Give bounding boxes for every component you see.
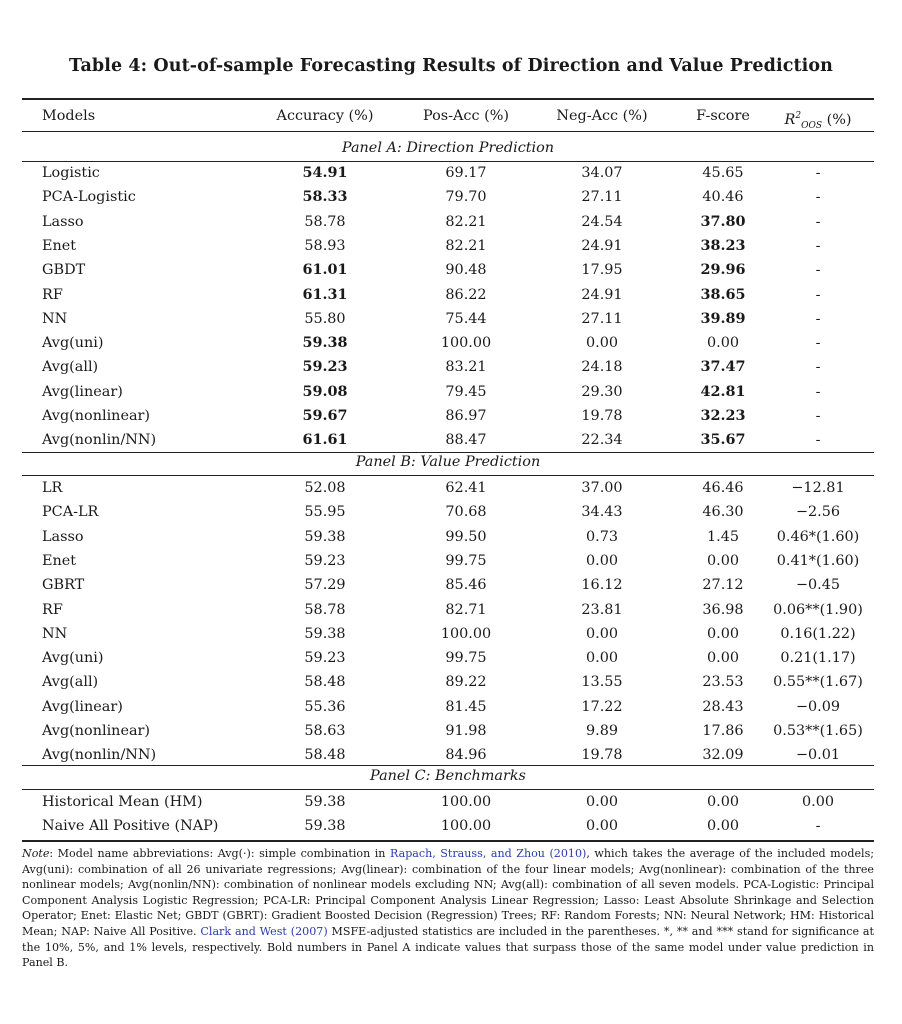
cell-f-score: 38.23 bbox=[700, 237, 746, 254]
cell-pos-acc: 75.44 bbox=[445, 311, 487, 327]
cell-accuracy: 55.95 bbox=[304, 504, 346, 520]
cell-neg-acc: 0.00 bbox=[585, 553, 619, 569]
cell-neg-acc: 37.00 bbox=[581, 480, 623, 496]
citation-link[interactable]: Rapach, Strauss, and Zhou (2010) bbox=[389, 847, 587, 860]
cell-pos-acc: 100.00 bbox=[440, 626, 492, 642]
cell-f-score: 0.00 bbox=[706, 335, 740, 351]
cell-pos-acc: 81.45 bbox=[445, 699, 487, 715]
model-name: Naive All Positive (NAP) bbox=[42, 818, 219, 834]
cell-neg-acc: 24.91 bbox=[581, 287, 623, 303]
table-row bbox=[22, 598, 874, 622]
panel-title: Panel C: Benchmarks bbox=[370, 768, 526, 784]
cell-neg-acc: 34.43 bbox=[581, 504, 623, 520]
cell-f-score: 38.65 bbox=[700, 286, 746, 303]
table-row bbox=[22, 646, 874, 670]
cell-accuracy: 58.78 bbox=[304, 214, 346, 230]
table-row bbox=[22, 500, 874, 524]
cell-accuracy: 57.29 bbox=[304, 577, 346, 593]
cell-f-score: 42.81 bbox=[700, 383, 746, 400]
cell-pos-acc: 99.75 bbox=[445, 650, 487, 666]
cell-: 0.41*(1.60) bbox=[776, 553, 860, 569]
cell-: - bbox=[815, 214, 821, 230]
cell-accuracy: 59.08 bbox=[302, 383, 348, 400]
cell-pos-acc: 62.41 bbox=[445, 480, 487, 496]
cell-neg-acc: 27.11 bbox=[581, 189, 623, 205]
cell-pos-acc: 85.46 bbox=[445, 577, 487, 593]
cell-accuracy: 58.93 bbox=[304, 238, 346, 254]
cell-f-score: 40.46 bbox=[702, 189, 744, 205]
cell-f-score: 28.43 bbox=[702, 699, 744, 715]
table-row bbox=[22, 549, 874, 573]
cell-: −0.01 bbox=[795, 747, 841, 763]
panel-title: Panel B: Value Prediction bbox=[355, 454, 541, 470]
cell-pos-acc: 100.00 bbox=[440, 335, 492, 351]
cell-neg-acc: 22.34 bbox=[581, 432, 623, 448]
cell-: −0.09 bbox=[795, 699, 841, 715]
table-row bbox=[22, 331, 874, 355]
model-name: Avg(linear) bbox=[42, 384, 123, 400]
cell-accuracy: 59.67 bbox=[302, 407, 348, 424]
table-row bbox=[22, 404, 874, 428]
cell-f-score: 23.53 bbox=[702, 674, 744, 690]
table-row bbox=[22, 622, 874, 646]
table-row bbox=[22, 695, 874, 719]
cell-neg-acc: 19.78 bbox=[581, 408, 623, 424]
cell-f-score: 0.00 bbox=[706, 818, 740, 834]
model-name: Lasso bbox=[42, 529, 84, 545]
cell-neg-acc: 0.73 bbox=[585, 529, 619, 545]
model-name: Avg(uni) bbox=[42, 335, 104, 351]
r2-sup: 2 bbox=[795, 111, 802, 121]
table-header-row bbox=[22, 104, 874, 131]
model-name: PCA-Logistic bbox=[42, 189, 136, 205]
cell-pos-acc: 79.70 bbox=[445, 189, 487, 205]
cell-pos-acc: 100.00 bbox=[440, 818, 492, 834]
cell-f-score: 0.00 bbox=[706, 626, 740, 642]
cell-f-score: 35.67 bbox=[700, 431, 746, 448]
table-row bbox=[22, 670, 874, 694]
table-row bbox=[22, 719, 874, 743]
table-row bbox=[22, 234, 874, 258]
cell-pos-acc: 70.68 bbox=[445, 504, 487, 520]
cell-accuracy: 59.23 bbox=[304, 650, 346, 666]
note-text-2: , which takes the average of the included models; Avg(uni): combination of all 26 univariate regressions; Avg(linear): combination of the four linear models; Avg(nonlinear): combination of the three nonlinear models; Avg(nonlin/NN): combination of nonlinear models excluding NN; Avg(all): combination of all seven models. PCA-Logistic: Principal Component Analysis Logistic Regression; PCA-LR: Principal Component Analysis Linear Regression; Lasso: Least Absolute Shrinkage and Selection Operator; Enet: Elastic Net; GBDT (GBRT): Gradient Boosted Decision (Regression) Trees; RF: Random Forests; NN: Neural Network; HM: Historical Mean; NAP: Naive All Positive. bbox=[22, 847, 875, 938]
cell-: - bbox=[815, 818, 821, 834]
cell-f-score: 46.30 bbox=[702, 504, 744, 520]
cell-neg-acc: 27.11 bbox=[581, 311, 623, 327]
model-name: Logistic bbox=[42, 165, 100, 181]
panel-title: Panel A: Direction Prediction bbox=[341, 140, 555, 156]
cell-pos-acc: 100.00 bbox=[440, 794, 492, 810]
cell-accuracy: 59.38 bbox=[304, 626, 346, 642]
model-name: Avg(linear) bbox=[42, 699, 123, 715]
model-name: Avg(uni) bbox=[42, 650, 104, 666]
cell-f-score: 32.23 bbox=[700, 407, 746, 424]
table-row bbox=[22, 476, 874, 500]
table-row bbox=[22, 258, 874, 282]
cell-: 0.55**(1.67) bbox=[773, 674, 863, 690]
cell-accuracy: 61.01 bbox=[302, 261, 348, 278]
table-row bbox=[22, 525, 874, 549]
cell-accuracy: 59.38 bbox=[302, 334, 348, 351]
cell-pos-acc: 84.96 bbox=[445, 747, 487, 763]
model-name: GBRT bbox=[42, 577, 85, 593]
cell-neg-acc: 34.07 bbox=[581, 165, 623, 181]
cell-accuracy: 52.08 bbox=[304, 480, 346, 496]
model-name: Enet bbox=[42, 553, 77, 569]
cell-neg-acc: 16.12 bbox=[581, 577, 623, 593]
cell-neg-acc: 17.95 bbox=[581, 262, 623, 278]
cell-pos-acc: 91.98 bbox=[445, 723, 487, 739]
cell-neg-acc: 24.54 bbox=[581, 214, 623, 230]
table-note bbox=[22, 846, 874, 971]
cell-: - bbox=[815, 238, 821, 254]
cell-neg-acc: 29.30 bbox=[581, 384, 623, 400]
model-name: RF bbox=[42, 602, 63, 618]
cell-: - bbox=[815, 287, 821, 303]
cell-f-score: 39.89 bbox=[700, 310, 746, 327]
cell-: −0.45 bbox=[795, 577, 841, 593]
header-f-score: F-score bbox=[696, 108, 750, 124]
header-neg-acc: Neg-Acc (%) bbox=[556, 108, 648, 124]
cell-pos-acc: 82.71 bbox=[445, 602, 487, 618]
cell-: 0.06**(1.90) bbox=[773, 602, 863, 618]
model-name: Avg(all) bbox=[42, 359, 99, 375]
cell-: - bbox=[815, 432, 821, 448]
model-name: Lasso bbox=[42, 214, 84, 230]
model-name: PCA-LR bbox=[42, 504, 99, 520]
cell-f-score: 37.80 bbox=[700, 213, 746, 230]
table-row bbox=[22, 790, 874, 814]
table-row bbox=[22, 355, 874, 379]
cell-accuracy: 59.23 bbox=[304, 553, 346, 569]
cell-pos-acc: 79.45 bbox=[445, 384, 487, 400]
cell-pos-acc: 82.21 bbox=[445, 214, 487, 230]
cell-accuracy: 55.36 bbox=[304, 699, 346, 715]
cell-: - bbox=[815, 189, 821, 205]
model-name: GBDT bbox=[42, 262, 86, 278]
model-name: Avg(nonlin/NN) bbox=[42, 747, 157, 763]
model-name: NN bbox=[42, 311, 68, 327]
cell-: −12.81 bbox=[791, 480, 845, 496]
table-row bbox=[22, 185, 874, 209]
cell-accuracy: 58.48 bbox=[304, 674, 346, 690]
cell-f-score: 36.98 bbox=[702, 602, 744, 618]
model-name: Historical Mean (HM) bbox=[42, 794, 203, 810]
cell-accuracy: 58.33 bbox=[302, 188, 348, 205]
cell-accuracy: 59.38 bbox=[304, 529, 346, 545]
cell-f-score: 45.65 bbox=[702, 165, 744, 181]
cell-accuracy: 59.23 bbox=[302, 358, 348, 375]
cell-pos-acc: 89.22 bbox=[445, 674, 487, 690]
citation-link[interactable]: Clark and West (2007) bbox=[200, 924, 328, 938]
cell-pos-acc: 99.50 bbox=[445, 529, 487, 545]
cell-pos-acc: 83.21 bbox=[445, 359, 487, 375]
bottom-rule bbox=[22, 840, 874, 842]
cell-f-score: 0.00 bbox=[706, 794, 740, 810]
cell-f-score: 17.86 bbox=[702, 723, 744, 739]
cell-: - bbox=[815, 262, 821, 278]
header-r2-oos bbox=[762, 104, 874, 131]
cell-: 0.16(1.22) bbox=[780, 626, 856, 642]
r2-unit: (%) bbox=[826, 111, 852, 128]
cell-accuracy: 58.78 bbox=[304, 602, 346, 618]
cell-neg-acc: 23.81 bbox=[581, 602, 623, 618]
cell-pos-acc: 69.17 bbox=[445, 165, 487, 181]
cell-neg-acc: 0.00 bbox=[585, 626, 619, 642]
cell-f-score: 32.09 bbox=[702, 747, 744, 763]
note-text-3: MSFE-adjusted statistics are included in the parentheses. *, ** and *** stand for significance at the 10%, 5%, and 1% levels, respectively. Bold numbers in Panel A indicate values that surpass those of the same model under value prediction in Panel B. bbox=[22, 924, 875, 970]
cell-f-score: 37.47 bbox=[700, 358, 746, 375]
table-row bbox=[22, 210, 874, 234]
cell-neg-acc: 13.55 bbox=[581, 674, 623, 690]
r2-base: R bbox=[784, 111, 796, 128]
cell-: 0.00 bbox=[801, 794, 835, 810]
cell-: 0.53**(1.65) bbox=[773, 723, 863, 739]
cell-accuracy: 61.31 bbox=[302, 286, 348, 303]
table-row bbox=[22, 283, 874, 307]
cell-pos-acc: 82.21 bbox=[445, 238, 487, 254]
table-row bbox=[22, 814, 874, 838]
cell-: - bbox=[815, 311, 821, 327]
cell-: −2.56 bbox=[795, 504, 841, 520]
cell-: - bbox=[815, 408, 821, 424]
model-name: LR bbox=[42, 480, 63, 496]
cell-accuracy: 58.63 bbox=[304, 723, 346, 739]
header-rule bbox=[22, 131, 874, 132]
cell-: - bbox=[815, 165, 821, 181]
cell-f-score: 0.00 bbox=[706, 650, 740, 666]
cell-neg-acc: 9.89 bbox=[585, 723, 619, 739]
cell-: - bbox=[815, 335, 821, 351]
table-row bbox=[22, 573, 874, 597]
cell-neg-acc: 0.00 bbox=[585, 650, 619, 666]
cell-f-score: 46.46 bbox=[702, 480, 744, 496]
header-pos-acc: Pos-Acc (%) bbox=[423, 108, 509, 124]
cell-neg-acc: 0.00 bbox=[585, 818, 619, 834]
note-text-1: : Model name abbreviations: Avg(·): simple combination in bbox=[49, 847, 390, 860]
cell-: 0.46*(1.60) bbox=[776, 529, 860, 545]
cell-neg-acc: 19.78 bbox=[581, 747, 623, 763]
cell-pos-acc: 86.22 bbox=[445, 287, 487, 303]
cell-f-score: 1.45 bbox=[706, 529, 740, 545]
cell-accuracy: 54.91 bbox=[302, 164, 348, 181]
note-label: Note bbox=[22, 847, 50, 860]
cell-neg-acc: 0.00 bbox=[585, 335, 619, 351]
table-row bbox=[22, 161, 874, 185]
cell-neg-acc: 24.91 bbox=[581, 238, 623, 254]
cell-pos-acc: 90.48 bbox=[445, 262, 487, 278]
model-name: NN bbox=[42, 626, 68, 642]
cell-pos-acc: 99.75 bbox=[445, 553, 487, 569]
cell-neg-acc: 24.18 bbox=[581, 359, 623, 375]
cell-: - bbox=[815, 359, 821, 375]
cell-accuracy: 58.48 bbox=[304, 747, 346, 763]
header-accuracy: Accuracy (%) bbox=[276, 108, 374, 124]
top-rule bbox=[22, 98, 874, 100]
cell-f-score: 29.96 bbox=[700, 261, 746, 278]
table-row bbox=[22, 307, 874, 331]
cell-f-score: 27.12 bbox=[702, 577, 744, 593]
cell-accuracy: 59.38 bbox=[304, 794, 346, 810]
cell-f-score: 0.00 bbox=[706, 553, 740, 569]
cell-: - bbox=[815, 384, 821, 400]
model-name: Avg(all) bbox=[42, 674, 99, 690]
model-name: Avg(nonlinear) bbox=[42, 408, 151, 424]
cell-accuracy: 59.38 bbox=[304, 818, 346, 834]
model-name: Avg(nonlin/NN) bbox=[42, 432, 157, 448]
cell-pos-acc: 88.47 bbox=[445, 432, 487, 448]
cell-pos-acc: 86.97 bbox=[445, 408, 487, 424]
table-row bbox=[22, 380, 874, 404]
table-title: Table 4: Out-of-sample Forecasting Results of Direction and Value Prediction bbox=[69, 56, 833, 76]
cell-neg-acc: 0.00 bbox=[585, 794, 619, 810]
r2-oos-symbol bbox=[784, 111, 823, 131]
cell-: 0.21(1.17) bbox=[780, 650, 856, 666]
cell-neg-acc: 17.22 bbox=[581, 699, 623, 715]
model-name: Enet bbox=[42, 238, 77, 254]
r2-sub: OOS bbox=[801, 120, 823, 131]
model-name: RF bbox=[42, 287, 63, 303]
header-models: Models bbox=[42, 108, 96, 124]
cell-accuracy: 55.80 bbox=[304, 311, 346, 327]
table-row bbox=[22, 428, 874, 452]
cell-accuracy: 61.61 bbox=[302, 431, 348, 448]
model-name: Avg(nonlinear) bbox=[42, 723, 151, 739]
